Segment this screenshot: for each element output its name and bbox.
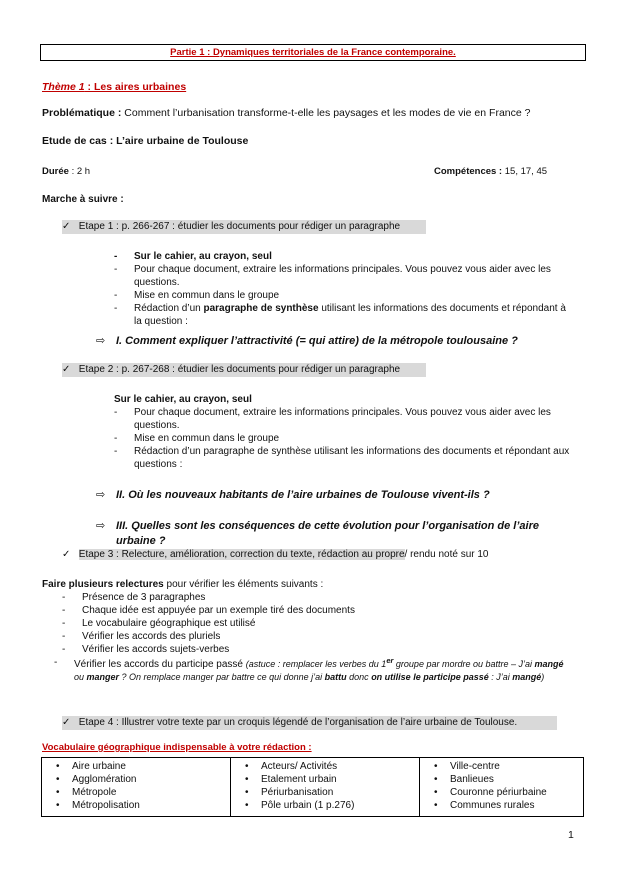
vocab-term: • Métropole <box>46 786 226 799</box>
relecture-item: - Vérifier les accords sujets-verbes <box>62 643 562 656</box>
relecture-lead-rest: pour vérifier les éléments suivants : <box>163 579 324 590</box>
arrow-right-icon: ⇨ <box>96 519 106 532</box>
etape1-question-text: I. Comment expliquer l’attractivité (= qui attire) de la métropole toulousaine ? <box>116 335 518 347</box>
duree-line <box>42 166 90 178</box>
checkmark-icon: ✓ <box>62 221 71 232</box>
etape1-title: Etape 1 : p. 266-267 : étudier les documents pour rédiger un paragraphe <box>78 221 401 232</box>
participe-text: Vérifier les accords du participe passé <box>74 659 246 670</box>
checkmark-icon: ✓ <box>62 549 71 560</box>
checkmark-icon: ✓ <box>62 364 71 375</box>
etape1-item3-post: utilisant les informations des documents et répondant à la question : <box>134 303 566 327</box>
competences-value: 15, 17, 45 <box>502 166 548 177</box>
astuce-text: (astuce : remplacer les verbes du 1er groupe par mordre ou battre – J’ai mangé ou manger ? On remplace manger par battre ce qui donne j’ai battu donc on utilise le participe passé : J’ai mangé) <box>74 656 564 682</box>
arrow-right-icon: ⇨ <box>96 335 106 347</box>
duree-value: : 2 h <box>68 166 91 177</box>
problematique-line <box>42 107 530 121</box>
etape2-question-1 <box>96 488 596 502</box>
relecture-item: - Présence de 3 paragraphes <box>62 591 562 604</box>
vocab-term: • Couronne périurbaine <box>424 786 579 799</box>
etude-de-cas: Etude de cas : L’aire urbaine de Toulouse <box>42 135 249 147</box>
etape3-title-post: / rendu noté sur 10 <box>404 549 489 560</box>
vocab-heading: Vocabulaire géographique indispensable à votre rédaction : <box>42 742 312 753</box>
etape1-item3-pre: Rédaction d’un <box>134 303 204 314</box>
vocab-term: • Agglomération <box>46 773 226 786</box>
etape1-sub: - Sur le cahier, au crayon, seul <box>114 250 574 263</box>
vocab-term: • Etalement urbain <box>235 773 415 786</box>
problematique-text: Comment l’urbanisation transforme-t-elle les paysages et les modes de vie en France ? <box>121 107 531 119</box>
vocab-col-2 <box>231 758 420 817</box>
etape3-line <box>62 548 489 562</box>
relecture-lead <box>42 578 323 591</box>
relecture-list <box>62 591 562 656</box>
etape4-title: Etape 4 : Illustrer votre texte par un croquis légendé de l’organisation de l’aire urbaine de Toulouse. <box>78 717 518 728</box>
vocab-col-1 <box>42 758 231 817</box>
vocab-table <box>41 757 584 817</box>
competences-label: Compétences : <box>434 166 503 177</box>
vocab-term: • Ville-centre <box>424 760 579 773</box>
etape2-item: - Pour chaque document, extraire les informations principales. Vous pouvez vous aider avec les questions. <box>114 406 574 432</box>
arrow-right-icon: ⇨ <box>96 489 106 502</box>
etape1-item-synthese <box>114 302 574 328</box>
relecture-participe <box>54 656 574 684</box>
etape1-item: - Pour chaque document, extraire les informations principales. Vous pouvez vous aider avec les questions. <box>114 263 574 289</box>
etape1-block <box>114 250 574 328</box>
relecture-item: - Vérifier les accords des pluriels <box>62 630 562 643</box>
etape3-title: Etape 3 : Relecture, amélioration, correction du texte, <box>78 549 316 560</box>
etape4-bar <box>62 716 557 730</box>
vocab-term: • Aire urbaine <box>46 760 226 773</box>
vocab-term: • Pôle urbain (1 p.276) <box>235 799 415 812</box>
page-number: 1 <box>568 829 574 841</box>
theme-text: : Les aires urbaines <box>84 81 187 93</box>
etape2-question1-text: II. Où les nouveaux habitants de l’aire urbaines de Toulouse vivent-ils ? <box>116 489 490 502</box>
etape1-item: - Mise en commun dans le groupe <box>114 289 574 302</box>
etape2-title: Etape 2 : p. 267-268 : étudier les documents pour rédiger un paragraphe <box>78 364 401 375</box>
vocab-term: • Acteurs/ Activités <box>235 760 415 773</box>
vocab-term: • Périurbanisation <box>235 786 415 799</box>
etape2-question-2 <box>96 519 546 549</box>
competences-line <box>434 166 547 178</box>
etape2-bar <box>62 363 426 377</box>
vocab-term: • Métropolisation <box>46 799 226 812</box>
relecture-item: - Le vocabulaire géographique est utilisé <box>62 617 562 630</box>
theme-label: Thème 1 <box>42 81 85 93</box>
etape2-question2-text: III. Quelles sont les conséquences de cette évolution pour l’organisation de l’aire urbaine ? <box>116 519 539 547</box>
partie-title: Partie 1 : Dynamiques territoriales de la France contemporaine. <box>40 44 586 61</box>
vocab-col-3 <box>420 758 584 817</box>
etape1-bar <box>62 220 426 234</box>
relecture-item: - Chaque idée est appuyée par un exemple tiré des documents <box>62 604 562 617</box>
duree-label: Durée <box>42 166 69 177</box>
etape2-sub: Sur le cahier, au crayon, seul <box>114 394 252 405</box>
etape2-item: - Rédaction d’un paragraphe de synthèse utilisant les informations des documents et répondant aux questions : <box>114 445 574 471</box>
etape2-item: - Mise en commun dans le groupe <box>114 432 574 445</box>
etape1-item3-bold: paragraphe de synthèse <box>203 303 319 314</box>
problematique-label: Problématique : <box>42 107 122 119</box>
relecture-item-participe <box>54 656 574 684</box>
etape2-block <box>114 406 574 471</box>
relecture-lead-bold: Faire plusieurs relectures <box>42 579 164 590</box>
etape3-title-gray: rédaction au propre <box>315 549 405 560</box>
vocab-term: • Banlieues <box>424 773 579 786</box>
checkmark-icon: ✓ <box>62 717 71 728</box>
marche-a-suivre: Marche à suivre : <box>42 194 124 205</box>
theme-line <box>42 81 186 95</box>
vocab-term: • Communes rurales <box>424 799 579 812</box>
etape1-question <box>96 334 596 348</box>
